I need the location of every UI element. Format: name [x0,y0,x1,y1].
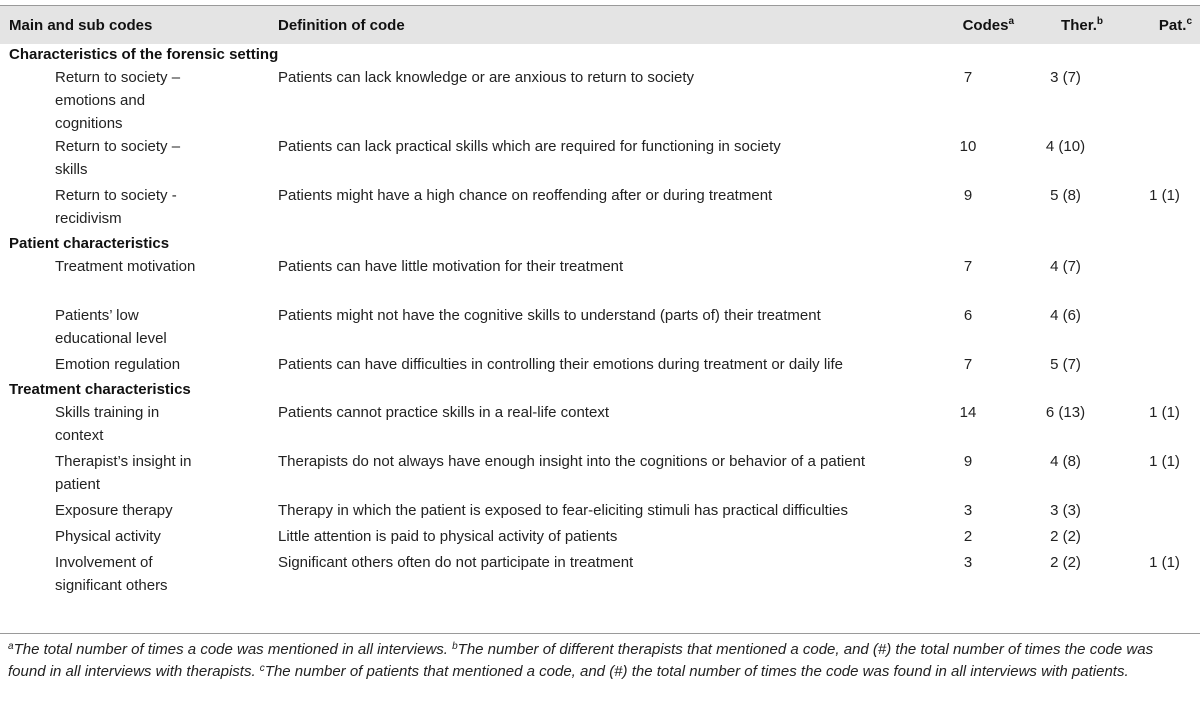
codes-count-cell: 7 [963,69,973,86]
patients-count-cell [1129,304,1200,353]
definition-cell: Patients might have a high chance on reoffending after or during treatment [278,187,773,204]
codes-count-cell: 9 [963,453,973,470]
codes-count-cell: 9 [963,187,973,204]
header-patients: Pat.$^c$ [1158,15,1192,34]
header-definition: Definition of code [278,16,405,34]
bottom-rule [0,633,1200,634]
table-row [0,551,1200,600]
section-row [0,44,1200,66]
definition-cell: Patients can have little motivation for their treatment [278,258,624,275]
section-row [0,233,1200,255]
codes-table-wrapper [0,6,1200,600]
sub-code-cell: Skills training in context [55,404,160,444]
therapists-count-cell: 5 (7) [1050,356,1081,373]
patients-count-cell [1129,66,1200,135]
therapists-count-cell: 4 (10) [1045,138,1086,155]
patients-count-cell [1129,353,1200,379]
definition-cell: Patients can have difficulties in controlling their emotions during treatment or daily life [278,356,844,373]
table-row [0,135,1200,184]
sub-code-cell: Return to society – skills [55,138,181,178]
therapists-count-cell: 4 (7) [1050,258,1081,275]
definition-cell: Therapy in which the patient is exposed to fear-eliciting stimuli has practical difficulties [278,502,848,519]
table-header-row [0,6,1200,44]
header-therapists: Ther.$^b$ [1061,15,1103,34]
sub-code-cell: Involvement of significant others [55,554,168,594]
sub-code-cell: Therapist’s insight in patient [55,453,192,493]
codes-count-cell: 2 [963,528,973,545]
therapists-count-cell: 4 (6) [1050,307,1081,324]
table-row [0,66,1200,135]
section-title: Characteristics of the forensic setting [9,46,279,63]
table-footnote: $^a$The total number of times a code was mentioned in all interviews. $^b$The number of different therapists that mentioned a code, and (#) the total number of times the code was found in all interviews with therapists. $^c$The number of patients that mentioned a code, and (#) the total number of times the code was found in all interviews with patients. [8,641,1154,680]
header-main-codes: Main and sub codes [9,16,153,34]
table-row [0,255,1200,304]
sub-code-cell: Physical activity [55,528,161,545]
table-row [0,499,1200,525]
codes-count-cell: 14 [959,404,977,421]
therapists-count-cell: 3 (7) [1050,69,1081,86]
sub-code-cell: Return to society - recidivism [55,187,177,227]
definition-cell: Significant others often do not participate in treatment [278,554,634,571]
codes-table [0,6,1200,600]
patients-count-cell [1129,135,1200,184]
table-row [0,401,1200,450]
table-row [0,353,1200,379]
codes-count-cell: 3 [963,554,973,571]
therapists-count-cell: 4 (8) [1050,453,1081,470]
codes-count-cell: 7 [963,356,973,373]
definition-cell: Patients can lack practical skills which are required for functioning in society [278,138,781,155]
codes-count-cell: 10 [959,138,977,155]
header-codes: Codes$^a$ [962,15,1014,34]
table-row [0,304,1200,353]
section-row [0,379,1200,401]
codes-count-cell: 6 [963,307,973,324]
therapists-count-cell: 6 (13) [1045,404,1086,421]
sub-code-cell: Exposure therapy [55,502,173,519]
patients-count-cell: 1 (1) [1149,554,1180,571]
patients-count-cell [1129,499,1200,525]
definition-cell: Therapists do not always have enough insight into the cognitions or behavior of a patient [278,453,866,470]
patients-count-cell: 1 (1) [1149,187,1180,204]
patients-count-cell: 1 (1) [1149,453,1180,470]
patients-count-cell [1129,255,1200,304]
table-row [0,525,1200,551]
therapists-count-cell: 2 (2) [1050,528,1081,545]
patients-count-cell [1129,525,1200,551]
sub-code-cell: Patients’ low educational level [55,307,167,347]
therapists-count-cell: 3 (3) [1050,502,1081,519]
therapists-count-cell: 2 (2) [1050,554,1081,571]
definition-cell: Little attention is paid to physical activity of patients [278,528,618,545]
section-title: Patient characteristics [9,235,170,252]
section-title: Treatment characteristics [9,381,191,398]
therapists-count-cell: 5 (8) [1050,187,1081,204]
definition-cell: Patients might not have the cognitive skills to understand (parts of) their treatment [278,307,821,324]
table-body [0,44,1200,600]
codes-count-cell: 7 [963,258,973,275]
definition-cell: Patients cannot practice skills in a real-life context [278,404,609,421]
sub-code-cell: Return to society – emotions and cognitions [55,69,181,132]
definition-cell: Patients can lack knowledge or are anxious to return to society [278,69,695,86]
table-row [0,450,1200,499]
sub-code-cell: Emotion regulation [55,356,181,373]
table-row [0,184,1200,233]
sub-code-cell: Treatment motivation [55,258,196,275]
patients-count-cell: 1 (1) [1149,404,1180,421]
codes-count-cell: 3 [963,502,973,519]
